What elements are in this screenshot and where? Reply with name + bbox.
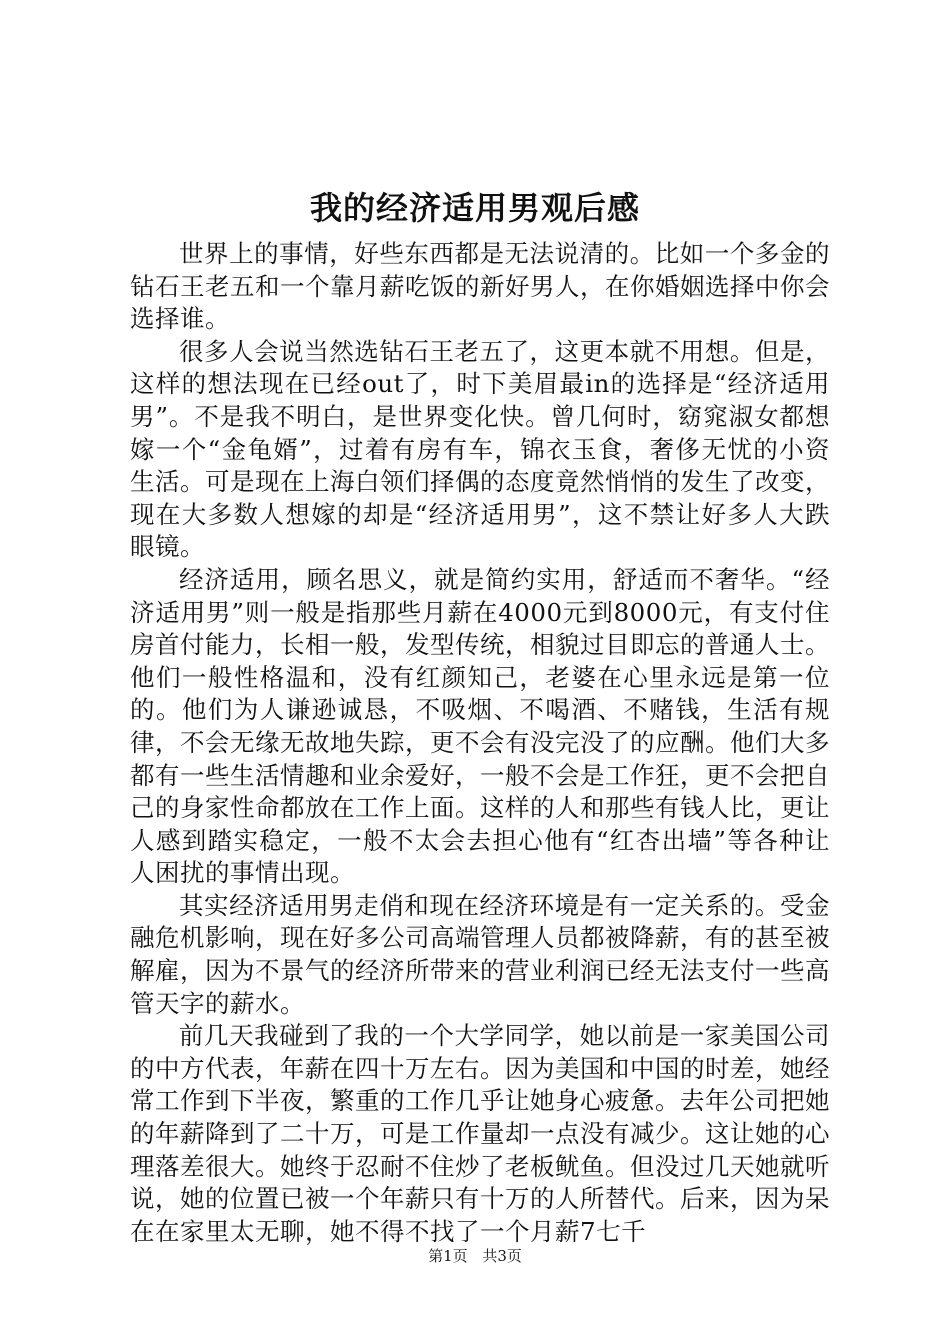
paragraph: 世界上的事情，好些东西都是无法说清的。比如一个多金的钻石王老五和一个靠月薪吃饭的新好男人，在你婚姻选择中你会选择谁。 (130, 239, 830, 334)
page-number: 第1页 (428, 1247, 468, 1265)
page-total: 共3页 (482, 1247, 522, 1265)
paragraph: 其实经济适用男走俏和现在经济环境是有一定关系的。受金融危机影响，现在好多公司高端管理人员都被降薪，有的甚至被解雇，因为不景气的经济所带来的营业利润已经无法支付一些高管天字的薪水。 (130, 890, 830, 1018)
paragraph: 经济适用，顾名思义，就是简约实用，舒适而不奢华。“经济适用男”则一般是指那些月薪在4000元到8000元，有支付住房首付能力，长相一般，发型传统，相貌过目即忘的普通人士。他们一般性格温和，没有红颜知己，老婆在心里永远是第一位的。他们为人谦逊诚恳，不吸烟、不喝酒、不赌钱，生活有规律，不会无缘无故地失踪，更不会有没完没了的应酬。他们大多都有一些生活情趣和业余爱好，一般不会是工作狂，更不会把自己的身家性命都放在工作上面。这样的人和那些有钱人比，更让人感到踏实稳定，一般不太会去担心他有“红杏出墙”等各种让人困扰的事情出现。 (130, 564, 830, 888)
document-title: 我的经济适用男观后感 (309, 189, 640, 227)
document-body (130, 238, 830, 1248)
paragraph: 前几天我碰到了我的一个大学同学，她以前是一家美国公司的中方代表，年薪在四十万左右。因为美国和中国的时差，她经常工作到下半夜，繁重的工作几乎让她身心疲惫。去年公司把她的年薪降到了二十万，可是工作量却一点没有减少。这让她的心理落差很大。她终于忍耐不住炒了老板鱿鱼。但没过几天她就听说，她的位置已被一个年薪只有十万的人所替代。后来，因为呆在在家里太无聊，她不得不找了一个月薪7七千 (130, 1021, 830, 1246)
paragraph: 很多人会说当然选钻石王老五了，这更本就不用想。但是，这样的想法现在已经out了，时下美眉最in的选择是“经济适用男”。不是我不明白，是世界变化快。曾几何时，窈窕淑女都想嫁一个“金龟婿”，过着有房有车，锦衣玉食，奢侈无忧的小资生活。可是现在上海白领们择偶的态度竟然悄悄的发生了改变，现在大多数人想嫁的却是“经济适用男”，这不禁让好多人大跌眼镜。 (130, 336, 830, 562)
page-footer (0, 1246, 950, 1266)
